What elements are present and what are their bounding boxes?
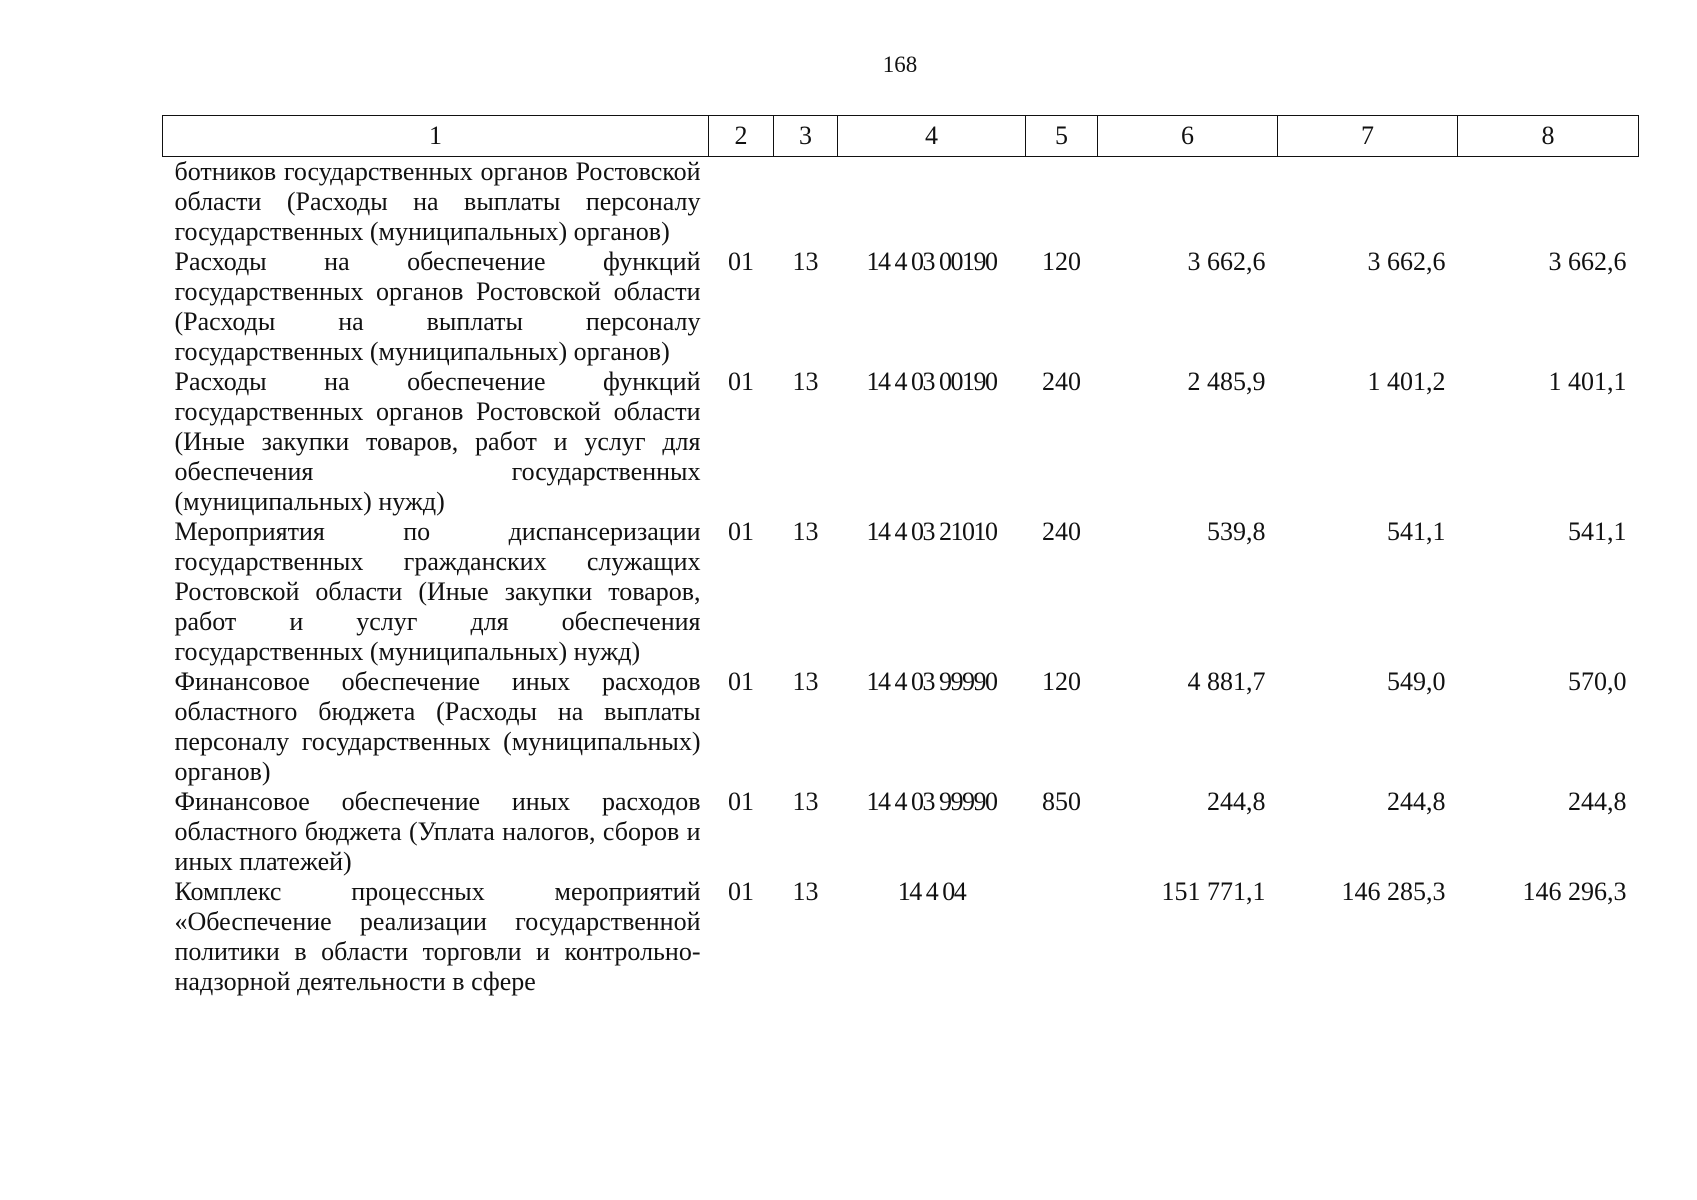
amount-col-7: 3 662,6 <box>1367 247 1446 276</box>
subsection-code: 13 <box>792 787 819 816</box>
amount-col-8: 1 401,1 <box>1548 367 1627 396</box>
target-article-code: 14 4 03 99990 <box>866 667 997 696</box>
amount-col-7: 1 401,2 <box>1367 367 1446 396</box>
section-code <box>709 157 774 248</box>
table-row <box>163 247 1639 367</box>
target-article-code <box>838 157 1026 248</box>
target-article-code: 14 4 03 00190 <box>866 247 997 276</box>
row-description: Расходы на обеспечение функций государственных органов Ростовской области (Иные закупки товаров, работ и услуг для обеспечения государственных (муниципальных) нужд) <box>174 367 701 516</box>
column-header-3: 3 <box>774 116 838 157</box>
column-header-7: 7 <box>1278 116 1458 157</box>
row-description: ботников государственных органов Ростовской области (Расходы на выплаты персоналу государственных (муниципальных) органов) <box>174 157 701 246</box>
column-header-1: 1 <box>163 116 709 157</box>
column-number-header-row <box>163 116 1639 157</box>
subsection-code: 13 <box>792 877 819 906</box>
expense-type-code <box>1026 877 1098 997</box>
amount-col-6: 151 771,1 <box>1161 877 1266 906</box>
amount-col-6: 539,8 <box>1207 517 1266 546</box>
column-header-5: 5 <box>1026 116 1098 157</box>
expense-type-code: 120 <box>1042 247 1081 276</box>
table-row <box>163 787 1639 877</box>
column-header-2: 2 <box>709 116 774 157</box>
expense-type-code: 850 <box>1042 787 1081 816</box>
page-number: 168 <box>882 52 918 77</box>
table-row <box>163 877 1639 997</box>
target-article-code: 14 4 03 99990 <box>866 787 997 816</box>
subsection-code: 13 <box>792 247 819 276</box>
row-description: Финансовое обеспечение иных расходов областного бюджета (Уплата налогов, сборов и иных платежей) <box>174 787 701 876</box>
section-code: 01 <box>728 517 754 546</box>
expense-type-code: 240 <box>1042 517 1081 546</box>
table-row <box>163 517 1639 667</box>
row-description: Комплекс процессных мероприятий «Обеспечение реализации государственной политики в области торговли и контрольно-надзорной деятельности в сфере <box>174 877 701 996</box>
column-header-6: 6 <box>1098 116 1278 157</box>
subsection-code: 13 <box>792 667 819 696</box>
amount-col-6: 4 881,7 <box>1187 667 1266 696</box>
amount-col-8: 146 296,3 <box>1522 877 1627 906</box>
amount-col-8: 570,0 <box>1568 667 1627 696</box>
amount-col-6: 3 662,6 <box>1187 247 1266 276</box>
target-article-code: 14 4 03 21010 <box>866 517 997 546</box>
amount-col-6 <box>1098 157 1278 248</box>
expense-type-code <box>1026 157 1098 248</box>
amount-col-8: 3 662,6 <box>1548 247 1627 276</box>
row-description: Мероприятия по диспансеризации государственных гражданских служащих Ростовской области (Иные закупки товаров, работ и услуг для обеспечения государственных (муниципальных) нужд) <box>174 517 701 666</box>
amount-col-8: 541,1 <box>1568 517 1627 546</box>
column-header-4: 4 <box>838 116 1026 157</box>
table-row <box>163 157 1639 248</box>
amount-col-8: 244,8 <box>1568 787 1627 816</box>
subsection-code: 13 <box>792 367 819 396</box>
amount-col-7 <box>1278 157 1458 248</box>
section-code: 01 <box>728 877 754 906</box>
subsection-code <box>774 157 838 248</box>
section-code: 01 <box>728 667 754 696</box>
target-article-code: 14 4 03 00190 <box>866 367 997 396</box>
amount-col-6: 2 485,9 <box>1187 367 1266 396</box>
expense-type-code: 120 <box>1042 667 1081 696</box>
subsection-code: 13 <box>792 517 819 546</box>
amount-col-7: 244,8 <box>1387 787 1446 816</box>
expense-type-code: 240 <box>1042 367 1081 396</box>
amount-col-6: 244,8 <box>1207 787 1266 816</box>
amount-col-8 <box>1458 157 1639 248</box>
target-article-code: 14 4 04 <box>897 877 966 906</box>
amount-col-7: 541,1 <box>1387 517 1446 546</box>
amount-col-7: 549,0 <box>1387 667 1446 696</box>
amount-col-7: 146 285,3 <box>1341 877 1446 906</box>
table-row <box>163 367 1639 517</box>
row-description: Расходы на обеспечение функций государственных органов Ростовской области (Расходы на выплаты персоналу государственных (муниципальных) органов) <box>174 247 701 366</box>
section-code: 01 <box>728 247 754 276</box>
budget-table <box>162 115 1639 997</box>
column-header-8: 8 <box>1458 116 1639 157</box>
section-code: 01 <box>728 787 754 816</box>
row-description: Финансовое обеспечение иных расходов областного бюджета (Расходы на выплаты персоналу государственных (муниципальных) органов) <box>174 667 701 786</box>
table-row <box>163 667 1639 787</box>
section-code: 01 <box>728 367 754 396</box>
